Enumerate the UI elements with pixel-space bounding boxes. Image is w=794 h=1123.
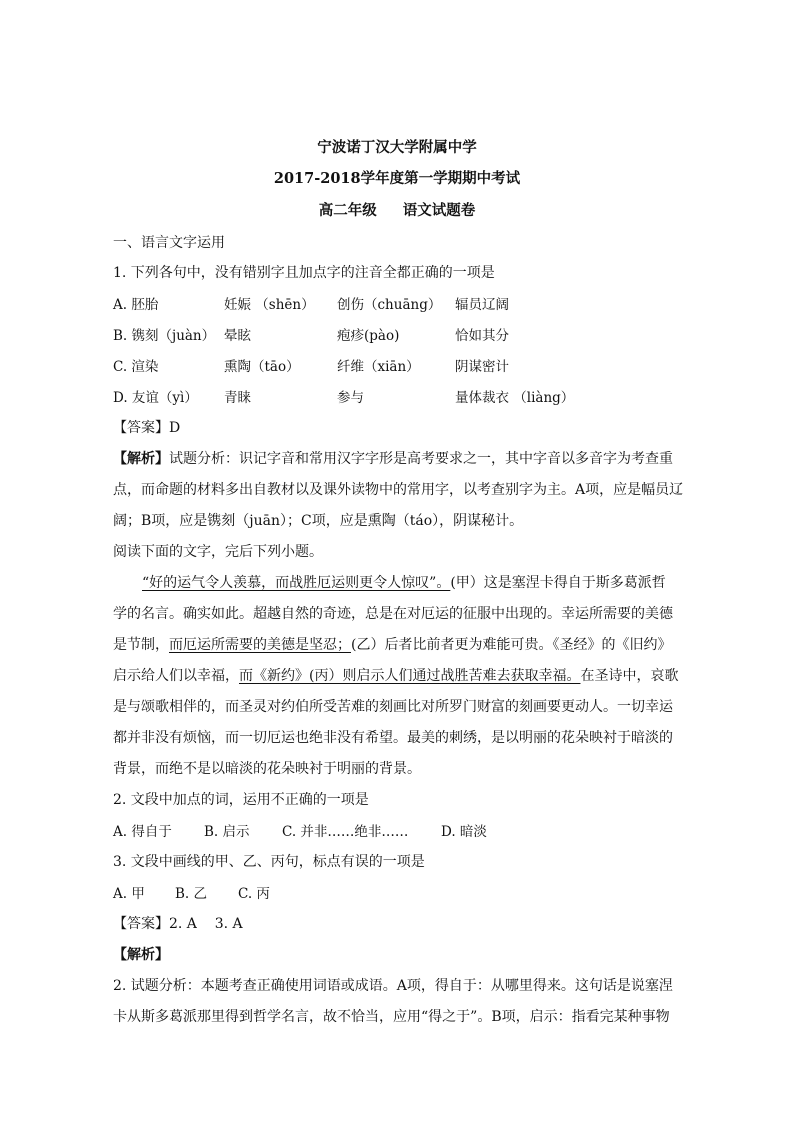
q2-option-c: C. 并非……绝非…… — [282, 824, 409, 840]
passage-text: 是节制， — [113, 637, 169, 653]
q2-option-b: B. 启示 — [204, 824, 250, 840]
q1-option-c-1: C. 渲染 — [113, 359, 159, 375]
passage-line-5: 是与颂歌相伴的，而圣灵对约伯所受苦难的刻画比对所罗门财富的刻画要更动人。一切幸运 — [113, 699, 673, 715]
q1-option-a-3: 创伤（chuāng） — [337, 297, 442, 313]
q1-option-d-4: 量体裁衣 （liàng） — [455, 390, 575, 406]
section-heading: 一、语言文字运用 — [113, 235, 225, 251]
q2-explain-line-2: 卡从斯多葛派那里得到哲学名言，故不恰当，应用“得之于”。B项，启示：指看完某种事物 — [113, 1009, 670, 1025]
passage-line-1 — [142, 572, 666, 592]
q23-analysis-label: 【解析】 — [113, 947, 169, 963]
q1-option-d-2: 青睐 — [224, 390, 251, 406]
q1-option-b-4: 恰如其分 — [455, 328, 509, 344]
passage-text: (乙）后者比前者更为难能可贵。《圣经》的《旧约》 — [351, 637, 672, 653]
q2-explain-line-1: 2. 试题分析：本题考查正确使用词语或成语。A项，得自于：从哪里得来。这句话是说塞涅 — [113, 978, 673, 994]
passage-text: (甲）这是塞涅卡得自于斯多葛派哲 — [450, 575, 666, 591]
q1-option-a-2: 妊娠 （shēn） — [224, 297, 315, 313]
q1-option-b-1: B. 镌刻（juàn） — [113, 328, 216, 344]
underlined-sentence-yi: 而厄运所需要的美德是坚忍； — [169, 637, 351, 653]
q1-option-c-4: 阴谋密计 — [455, 359, 509, 375]
school-title: 宁波诺丁汉大学附属中学 — [317, 139, 477, 156]
q2-option-a: A. 得自于 — [113, 824, 172, 840]
q1-analysis-line-2: 点，而命题的材料多出自教材以及课外读物中的常用字，以考查别字为主。A项，应是幅员辽 — [113, 482, 684, 498]
q1-option-d-3: 参与 — [337, 390, 364, 406]
analysis-text: 试题分析：识记字音和常用汉字字形是高考要求之一，其中字音以多音字为考查重 — [169, 451, 673, 467]
q1-option-d-1: D. 友谊（yì） — [113, 390, 198, 406]
q3-option-b: B. 乙 — [175, 886, 208, 902]
underlined-sentence-jia: “好的运气令人羡慕，而战胜厄运则更令人惊叹”。 — [142, 575, 451, 591]
subject-label: 语文试题卷 — [402, 202, 476, 219]
exam-title: 2017-2018学年度第一学期期中考试 — [273, 170, 521, 187]
q1-option-a-1: A. 胚胎 — [113, 297, 159, 313]
q2-option-d: D. 暗淡 — [441, 824, 487, 840]
passage-line-3 — [113, 634, 671, 654]
q1-answer: 【答案】D — [113, 420, 181, 436]
passage-text: 在圣诗中，哀歌 — [580, 668, 679, 684]
q3-option-c: C. 丙 — [238, 886, 270, 902]
reading-intro: 阅读下面的文字，完后下列小题。 — [113, 544, 323, 560]
q1-option-b-2: 晕眩 — [224, 328, 251, 344]
q1-option-c-3: 纤维（xiān） — [337, 359, 420, 375]
q2-stem: 2. 文段中加点的词，运用不正确的一项是 — [113, 792, 369, 808]
q3-option-a: A. 甲 — [113, 886, 145, 902]
q1-analysis-line-3: 阔；B项，应是镌刻（juān）；C项，应是熏陶（táo），阴谋秘计。 — [113, 513, 524, 529]
passage-line-2: 学的名言。确实如此。超越自然的奇迹，总是在对厄运的征服中出现的。幸运所需要的美德 — [113, 606, 673, 622]
grade-label: 高二年级 — [318, 202, 377, 219]
underlined-sentence-bing: 而《新约》(丙）则启示人们通过战胜苦难去获取幸福。 — [239, 668, 581, 684]
passage-line-7: 背景，而绝不是以暗淡的花朵映衬于明丽的背景。 — [113, 761, 421, 777]
analysis-label: 【解析】 — [113, 451, 169, 467]
q1-analysis-line-1 — [113, 448, 673, 468]
q1-option-b-3: 疱疹(pào) — [337, 328, 400, 344]
passage-line-4 — [113, 665, 678, 685]
q1-stem: 1. 下列各句中，没有错别字且加点字的注音全都正确的一项是 — [113, 265, 495, 281]
grade-subject-title — [0, 199, 794, 220]
q23-answer: 【答案】2. A 3. A — [113, 916, 243, 932]
passage-line-6: 都并非没有烦恼，而一切厄运也绝非没有希望。最美的刺绣，是以明丽的花朵映衬于暗淡的 — [113, 730, 673, 746]
passage-text: 启示给人们以幸福， — [113, 668, 239, 684]
q1-option-c-2: 熏陶（tāo） — [224, 359, 300, 375]
q3-stem: 3. 文段中画线的甲、乙、丙句，标点有误的一项是 — [113, 854, 425, 870]
q1-option-a-4: 辐员辽阔 — [455, 297, 509, 313]
